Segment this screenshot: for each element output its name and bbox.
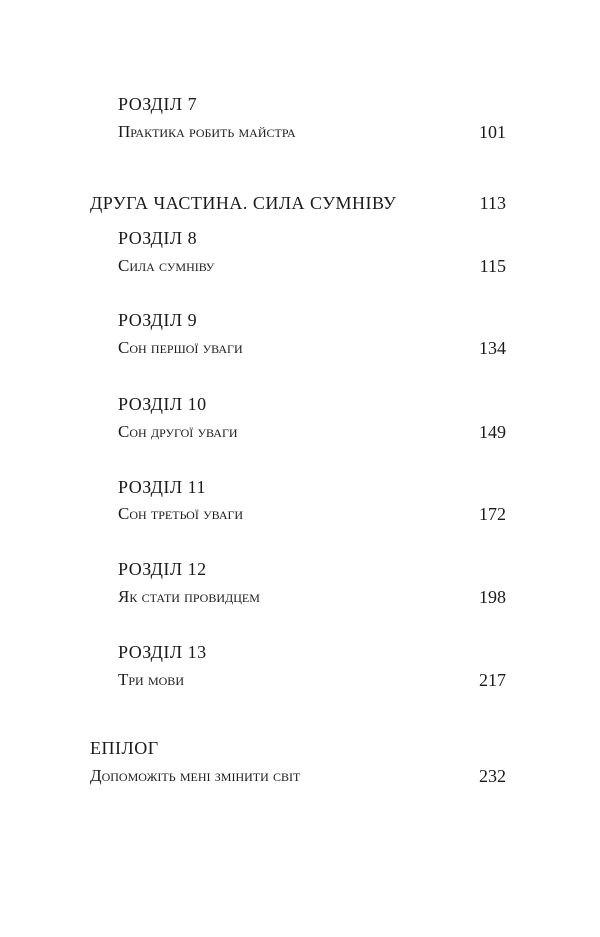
toc-entry[interactable] xyxy=(0,191,600,215)
part-title: ДРУГА ЧАСТИНА. СИЛА СУМНІВУ xyxy=(90,193,397,213)
chapter-label: РОЗДІЛ 8 xyxy=(118,228,198,248)
page-number: 232 xyxy=(479,766,506,786)
page-number: 149 xyxy=(479,422,506,442)
toc-entry[interactable] xyxy=(0,585,600,609)
toc-entry[interactable] xyxy=(0,120,600,144)
toc-entry[interactable] xyxy=(0,502,600,526)
page-number: 115 xyxy=(479,256,506,276)
chapter-title: Як стати провидцем xyxy=(118,587,260,606)
chapter-heading xyxy=(0,226,600,250)
page-number: 113 xyxy=(479,193,506,213)
chapter-heading xyxy=(0,475,600,499)
epilogue-label: ЕПІЛОГ xyxy=(90,738,159,758)
chapter-title: Сила сумніву xyxy=(118,256,215,275)
toc-entry[interactable] xyxy=(0,668,600,692)
chapter-heading xyxy=(0,557,600,581)
chapter-heading xyxy=(0,92,600,116)
chapter-label: РОЗДІЛ 10 xyxy=(118,394,207,414)
chapter-heading xyxy=(0,640,600,664)
chapter-label: РОЗДІЛ 12 xyxy=(118,559,207,579)
chapter-label: РОЗДІЛ 9 xyxy=(118,310,198,330)
toc-entry[interactable] xyxy=(0,336,600,360)
chapter-title: Сон другої уваги xyxy=(118,422,238,441)
epilogue-heading xyxy=(0,736,600,760)
chapter-title: Три мови xyxy=(118,670,184,689)
toc-entry[interactable] xyxy=(0,420,600,444)
toc-entry[interactable] xyxy=(0,254,600,278)
page-number: 101 xyxy=(479,122,506,142)
chapter-label: РОЗДІЛ 13 xyxy=(118,642,207,662)
chapter-title: Сон першої уваги xyxy=(118,338,243,357)
page-number: 198 xyxy=(479,587,506,607)
page-number: 172 xyxy=(479,504,506,524)
chapter-title: Сон третьої уваги xyxy=(118,504,244,523)
chapter-title: Практика робить майстра xyxy=(118,122,296,141)
page-number: 217 xyxy=(479,670,506,690)
toc-entry[interactable] xyxy=(0,764,600,788)
chapter-label: РОЗДІЛ 7 xyxy=(118,94,198,114)
chapter-label: РОЗДІЛ 11 xyxy=(118,477,206,497)
page-number: 134 xyxy=(479,338,506,358)
chapter-heading xyxy=(0,392,600,416)
epilogue-title: Допоможіть мені змінити світ xyxy=(90,766,301,785)
chapter-heading xyxy=(0,308,600,332)
